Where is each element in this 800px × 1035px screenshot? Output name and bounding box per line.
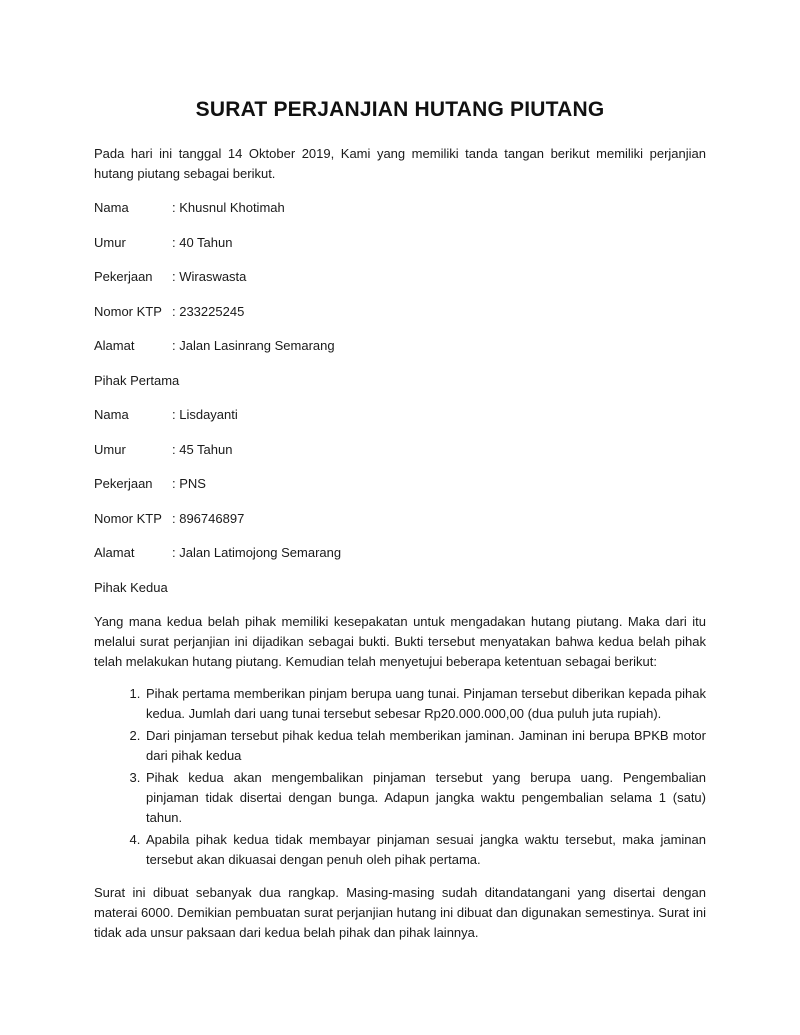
term-item: 2. Dari pinjaman tersebut pihak kedua telah memberikan jaminan. Jaminan ini berupa BPKB motor dari pihak kedua xyxy=(144,726,706,766)
term-item: 4. Apabila pihak kedua tidak membayar pinjaman sesuai jangka waktu tersebut, maka jaminan tersebut akan dikuasai dengan penuh oleh pihak pertama. xyxy=(144,830,706,870)
field-value: : Jalan Latimojong Semarang xyxy=(172,545,342,560)
field-value: : 896746897 xyxy=(172,511,245,526)
field-value: : 40 Tahun xyxy=(172,235,233,250)
terms-list xyxy=(94,684,706,872)
first-party-occupation-row xyxy=(94,268,246,286)
first-party-address-row xyxy=(94,337,335,355)
field-value: : Wiraswasta xyxy=(172,269,247,284)
document-title: SURAT PERJANJIAN HUTANG PIUTANG xyxy=(195,98,605,121)
field-value: : Khusnul Khotimah xyxy=(172,200,285,215)
first-party-name-row xyxy=(94,199,285,217)
field-value: : 45 Tahun xyxy=(172,442,233,457)
first-party-age-row xyxy=(94,234,232,252)
field-label: Nama xyxy=(94,200,129,215)
second-party-occupation-row xyxy=(94,475,206,493)
field-label: Umur xyxy=(94,442,126,457)
field-value: : Lisdayanti xyxy=(172,407,238,422)
field-label: Alamat xyxy=(94,338,135,353)
field-value: : PNS xyxy=(172,476,206,491)
field-label: Pekerjaan xyxy=(94,269,153,284)
field-label: Pekerjaan xyxy=(94,476,153,491)
field-label: Umur xyxy=(94,235,126,250)
term-item: 3. Pihak kedua akan mengembalikan pinjaman tersebut yang berupa uang. Pengembalian pinjaman tidak disertai dengan bunga. Adapun jangka waktu pengembalian selama 1 (satu) tahun. xyxy=(144,768,706,828)
second-party-name-row xyxy=(94,406,238,424)
field-value: : Jalan Lasinrang Semarang xyxy=(172,338,335,353)
closing-paragraph: Surat ini dibuat sebanyak dua rangkap. Masing-masing sudah ditandatangani yang disertai dengan materai 6000. Demikian pembuatan surat perjanjian hutang ini dibuat dan digunakan semestinya. Surat ini tidak ada unsur paksaan dari kedua belah pihak dan pihak lainnya. xyxy=(94,885,706,940)
second-party-caption: Pihak Kedua xyxy=(94,580,168,595)
second-party-age-row xyxy=(94,441,232,459)
agreement-paragraph: Yang mana kedua belah pihak memiliki kesepakatan untuk mengadakan hutang piutang. Maka dari itu melalui surat perjanjian ini dijadikan sebagai bukti. Bukti tersebut menyatakan bahwa kedua belah pihak telah melakukan hutang piutang. Kemudian telah menyetujui beberapa ketentuan sebagai berikut: xyxy=(94,614,706,669)
term-item: 1. Pihak pertama memberikan pinjam berupa uang tunai. Pinjaman tersebut diberikan kepada pihak kedua. Jumlah dari uang tunai tersebut sebesar Rp20.000.000,00 (dua puluh juta rupiah). xyxy=(144,684,706,724)
second-party-address-row xyxy=(94,544,341,562)
field-label: Nomor KTP xyxy=(94,511,162,526)
field-label: Nomor KTP xyxy=(94,304,162,319)
second-party-ktp-row xyxy=(94,510,244,528)
first-party-caption: Pihak Pertama xyxy=(94,373,180,388)
field-label: Nama xyxy=(94,407,129,422)
first-party-ktp-row xyxy=(94,303,244,321)
field-label: Alamat xyxy=(94,545,135,560)
field-value: : 233225245 xyxy=(172,304,245,319)
intro-paragraph: Pada hari ini tanggal 14 Oktober 2019, Kami yang memiliki tanda tangan berikut memiliki perjanjian hutang piutang sebagai berikut. xyxy=(94,146,706,181)
